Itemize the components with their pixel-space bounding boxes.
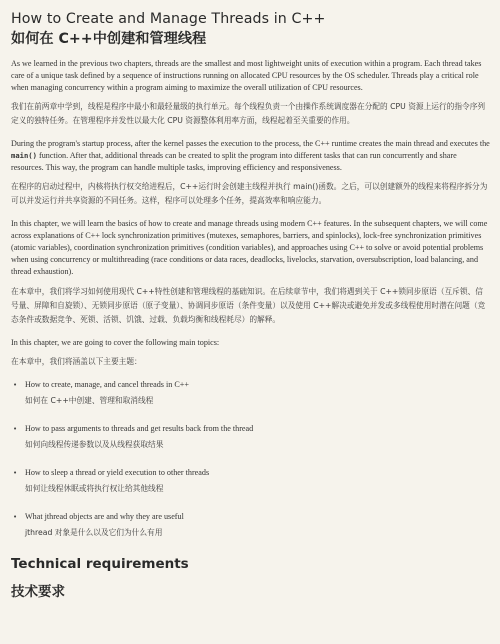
topic-en: What jthread objects are and why they are useful [25, 511, 184, 521]
paragraph-1-en: As we learned in the previous two chapters, threads are the smallest and most lightweight units of execution within a program. Each thread takes care of a unique task defined by a sequence of instructions running on allocated CPU resources by the OS scheduler. Threads play a critical role when managing concurrency within a program aiming to maximize the overall utilization of CPU resources. [11, 59, 482, 93]
topic-zh: jthread 对象是什么以及它们为什么有用 [25, 527, 163, 537]
section-heading-zh: 技术要求 [11, 583, 65, 600]
topic-zh: 如何在 C++中创建、管理和取消线程 [25, 395, 154, 405]
topic-zh: 如何向线程传递参数以及从线程获取结果 [25, 439, 164, 449]
bullet-icon: • [13, 468, 18, 477]
list-item [11, 467, 490, 496]
topic-zh: 如何让线程休眠或将执行权让给其他线程 [25, 483, 164, 493]
main-function-code: main() [11, 151, 37, 161]
list-item [11, 379, 490, 408]
section-heading-en: Technical requirements [11, 555, 189, 572]
paragraph-4-zh: 在本章中，我们将涵盖以下主要主题： [11, 356, 142, 366]
paragraph-2-en-end: function. After that, additional threads can be created to split the program into different tasks that can run concurrently and share resources. This way, the program can handle multiple tasks, improving efficiency and responsiveness. [11, 151, 457, 173]
list-item [11, 423, 490, 452]
topic-en: How to create, manage, and cancel threads in C++ [25, 379, 189, 389]
bullet-icon: • [13, 512, 18, 521]
paragraph-4-en: In this chapter, we are going to cover the following main topics: [11, 337, 220, 347]
paragraph-3-en: In this chapter, we will learn the basics of how to create and manage threads using modern C++ features. In the subsequent chapters, we will come across explanations of C++ lock synchronization primitives (mutexes, semaphores, barriers, and spinlocks), lock-free synchronization primitives (atomic variables), coordination synchronization primitives (condition variables), and approaches using C++ to solve or avoid potential problems when using concurrency or multithreading (race conditions or data races, deadlocks, livelocks, starvation, oversubscription, load balancing, and thread exhaustion). [11, 219, 488, 277]
paragraph-2-zh: 在程序的启动过程中，内核将执行权交给进程后，C++运行时会创建主线程并执行 main()函数。之后，可以创建额外的线程来将程序拆分为可以并发运行并共享资源的不同任务。这样，程序可以处理多个任务，提高效率和响应能力。 [11, 182, 488, 206]
chapter-title-en: How to Create and Manage Threads in C++ [11, 11, 326, 27]
paragraph-1-zh: 我们在前两章中学到，线程是程序中最小和最轻量级的执行单元。每个线程负责一个由操作系统调度器在分配的 CPU 资源上运行的指令序列定义的独特任务。在管理程序并发性以最大化 CPU 资源整体利用率方面，线程起着至关重要的作用。 [11, 102, 486, 126]
topics-list [11, 379, 490, 540]
paragraph-2-en-start: During the program's startup process, after the kernel passes the execution to the process, the C++ runtime creates the main thread and executes the [11, 139, 490, 149]
chapter-title-zh: 如何在 C++中创建和管理线程 [11, 31, 207, 47]
bullet-icon: • [13, 424, 18, 433]
paragraph-3-zh: 在本章中，我们将学习如何使用现代 C++特性创建和管理线程的基础知识。在后续章节中，我们将遇到关于 C++锁同步原语（互斥锁、信号量、屏障和自旋锁）、无锁同步原语（原子变量）、协调同步原语（条件变量）以及使用 C++解决或避免并发或多线程使用时潜在问题（竞态条件或数据竞争、死锁、活锁、饥饿、过载、负载均衡和线程耗尽）的解释。 [11, 286, 486, 324]
topic-en: How to sleep a thread or yield execution to other threads [25, 467, 210, 477]
list-item [11, 511, 490, 540]
paragraph-2-en [11, 138, 490, 174]
topic-en: How to pass arguments to threads and get results back from the thread [25, 423, 254, 433]
bullet-icon: • [13, 380, 18, 389]
